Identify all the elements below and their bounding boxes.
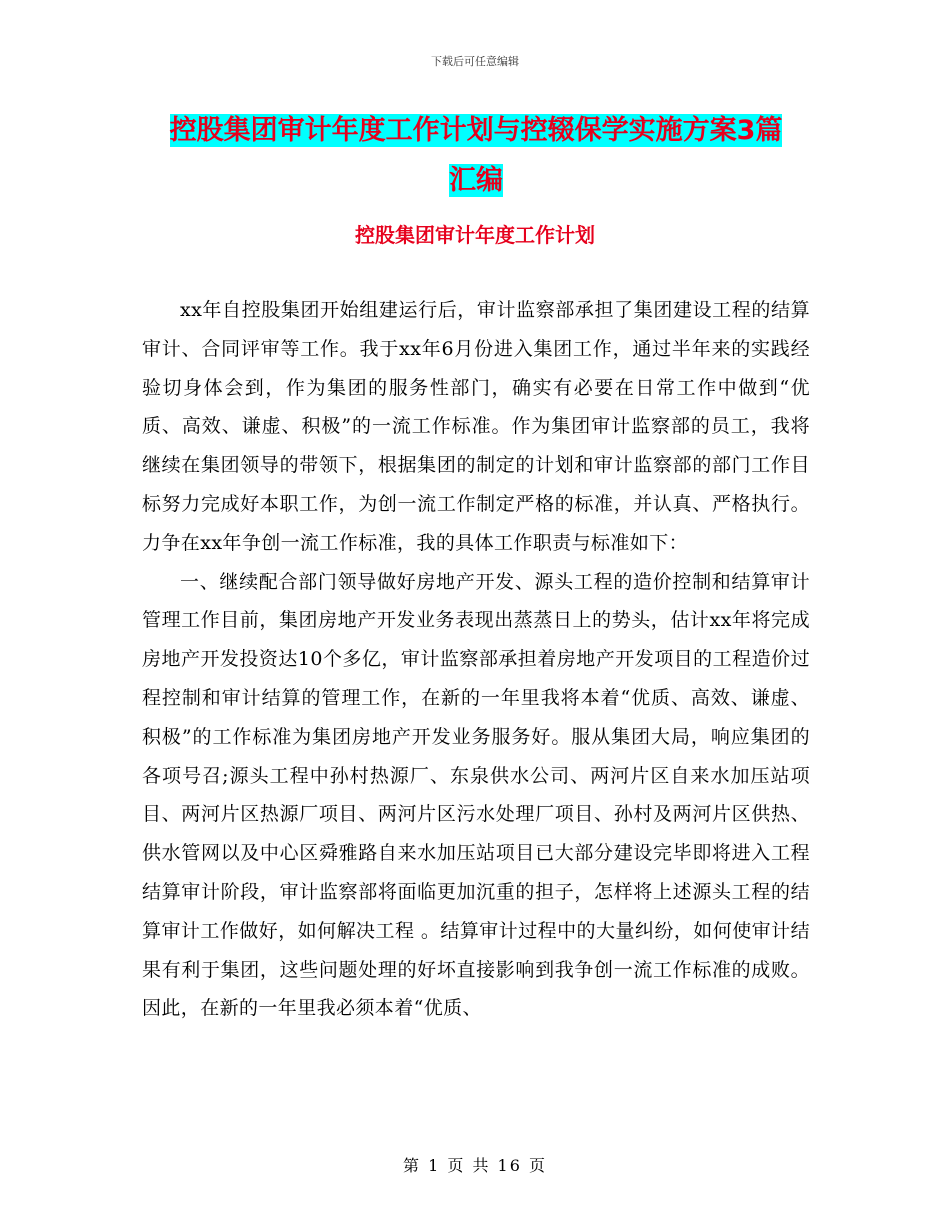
document-title — [150, 106, 802, 206]
paragraph-2: 一、继续配合部门领导做好房地产开发、源头工程的造价控制和结算审计管理工作目前，集团房地产开发业务表现出蒸蒸日上的势头，估计xx年将完成房地产开发投资达10个多亿，审计监察部承担着房地产开发项目的工程造价过程控制和审计结算的管理工作，在新的一年里我将本着“优质、高效、谦虚、积极”的工作标准为集团房地产开发业务服务好。服从集团大局，响应集团的各项号召;源头工程中孙村热源厂、东泉供水公司、两河片区自来水加压站项目、两河片区热源厂项目、两河片区污水处理厂项目、孙村及两河片区供热、供水管网以及中心区舜雅路自来水加压站项目已大部分建设完毕即将进入工程结算审计阶段，审计监察部将面临更加沉重的担子，怎样将上述源头工程的结算审计工作做好，如何解决工程 。结算审计过程中的大量纠纷，如何使审计结果有利于集团，这些问题处理的好坏直接影响到我争创一流工作标准的成败。因此，在新的一年里我必须本着“优质、 — [142, 570, 810, 1020]
header-note: 下载后可任意编辑 — [431, 55, 519, 68]
body-text — [142, 291, 810, 1028]
page-footer: 第 1 页 共 16 页 — [403, 1156, 547, 1175]
paragraph-1: xx年自控股集团开始组建运行后，审计监察部承担了集团建设工程的结算审计、合同评审等工作。我于xx年6月份进入集团工作，通过半年来的实践经验切身体会到，作为集团的服务性部门，确实有必要在日常工作中做到“优质、高效、谦虚、积极”的一流工作标准。作为集团审计监察部的员工，我将继续在集团领导的带领下，根据集团的制定的计划和审计监察部的部门工作目标努力完成好本职工作，为创一流工作制定严格的标准，并认真、严格执行。力争在xx年争创一流工作标准，我的具体工作职责与标准如下： — [142, 299, 810, 554]
section-title: 控股集团审计年度工作计划 — [355, 223, 595, 247]
title-line-1: 控股集团审计年度工作计划与控辍保学实施方案3篇 — [169, 115, 783, 146]
title-line-2: 汇编 — [449, 165, 503, 196]
